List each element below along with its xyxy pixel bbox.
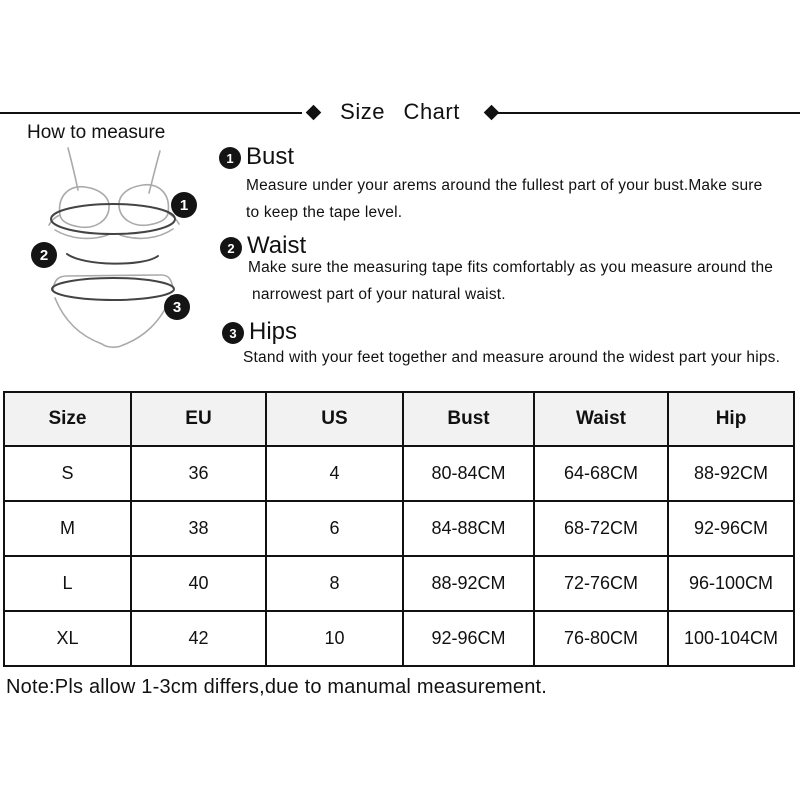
instruction-num-waist: 2 xyxy=(220,237,242,259)
size-chart-table xyxy=(3,391,795,667)
table-cell: 84-88CM xyxy=(403,501,534,556)
instruction-num-bust: 1 xyxy=(219,147,241,169)
table-row-m xyxy=(4,501,794,556)
measurement-note: Note:Pls allow 1-3cm differs,due to manumal measurement. xyxy=(6,676,548,698)
instruction-text-waist-line2: narrowest part of your natural waist. xyxy=(252,286,506,303)
table-cell: 80-84CM xyxy=(403,446,534,501)
instruction-text-hips-line1: Stand with your feet together and measure around the widest part your hips. xyxy=(243,349,781,366)
col-header-waist: Waist xyxy=(534,392,668,446)
table-cell: 100-104CM xyxy=(668,611,794,666)
instruction-text-waist-line1: Make sure the measuring tape fits comfortably as you measure around the xyxy=(248,259,774,276)
instruction-title-waist: Waist xyxy=(247,232,307,259)
header-rule-right xyxy=(497,112,800,114)
table-cell: 42 xyxy=(131,611,266,666)
instruction-title-bust: Bust xyxy=(246,143,295,170)
figure-marker-waist: 2 xyxy=(31,242,57,268)
table-cell: 88-92CM xyxy=(668,446,794,501)
table-header-row xyxy=(4,392,794,446)
table-row-xl xyxy=(4,611,794,666)
table-cell: S xyxy=(4,446,131,501)
instruction-text-bust-line2: to keep the tape level. xyxy=(246,204,403,221)
table-cell: 68-72CM xyxy=(534,501,668,556)
table-cell: 88-92CM xyxy=(403,556,534,611)
instruction-text-bust-line1: Measure under your arems around the fullest part of your bust.Make sure xyxy=(246,177,763,194)
table-cell: 92-96CM xyxy=(403,611,534,666)
table-row-s xyxy=(4,446,794,501)
table-cell: M xyxy=(4,501,131,556)
table-cell: 4 xyxy=(266,446,403,501)
table-cell: 8 xyxy=(266,556,403,611)
page-title: Size Chart xyxy=(340,99,460,124)
table-cell: 36 xyxy=(131,446,266,501)
table-cell: 6 xyxy=(266,501,403,556)
instruction-num-hips: 3 xyxy=(222,322,244,344)
table-cell: L xyxy=(4,556,131,611)
instruction-title-hips: Hips xyxy=(249,318,298,345)
table-row-l xyxy=(4,556,794,611)
table-cell: 38 xyxy=(131,501,266,556)
col-header-hip: Hip xyxy=(668,392,794,446)
table-cell: 10 xyxy=(266,611,403,666)
how-to-measure-title: How to measure xyxy=(27,122,166,143)
table-cell: 64-68CM xyxy=(534,446,668,501)
table-cell: 92-96CM xyxy=(668,501,794,556)
table-cell: 76-80CM xyxy=(534,611,668,666)
col-header-bust: Bust xyxy=(403,392,534,446)
table-cell: XL xyxy=(4,611,131,666)
figure-marker-bust: 1 xyxy=(171,192,197,218)
table-cell: 72-76CM xyxy=(534,556,668,611)
col-header-size: Size xyxy=(4,392,131,446)
table-cell: 40 xyxy=(131,556,266,611)
table-cell: 96-100CM xyxy=(668,556,794,611)
col-header-eu: EU xyxy=(131,392,266,446)
figure-marker-hips: 3 xyxy=(164,294,190,320)
col-header-us: US xyxy=(266,392,403,446)
